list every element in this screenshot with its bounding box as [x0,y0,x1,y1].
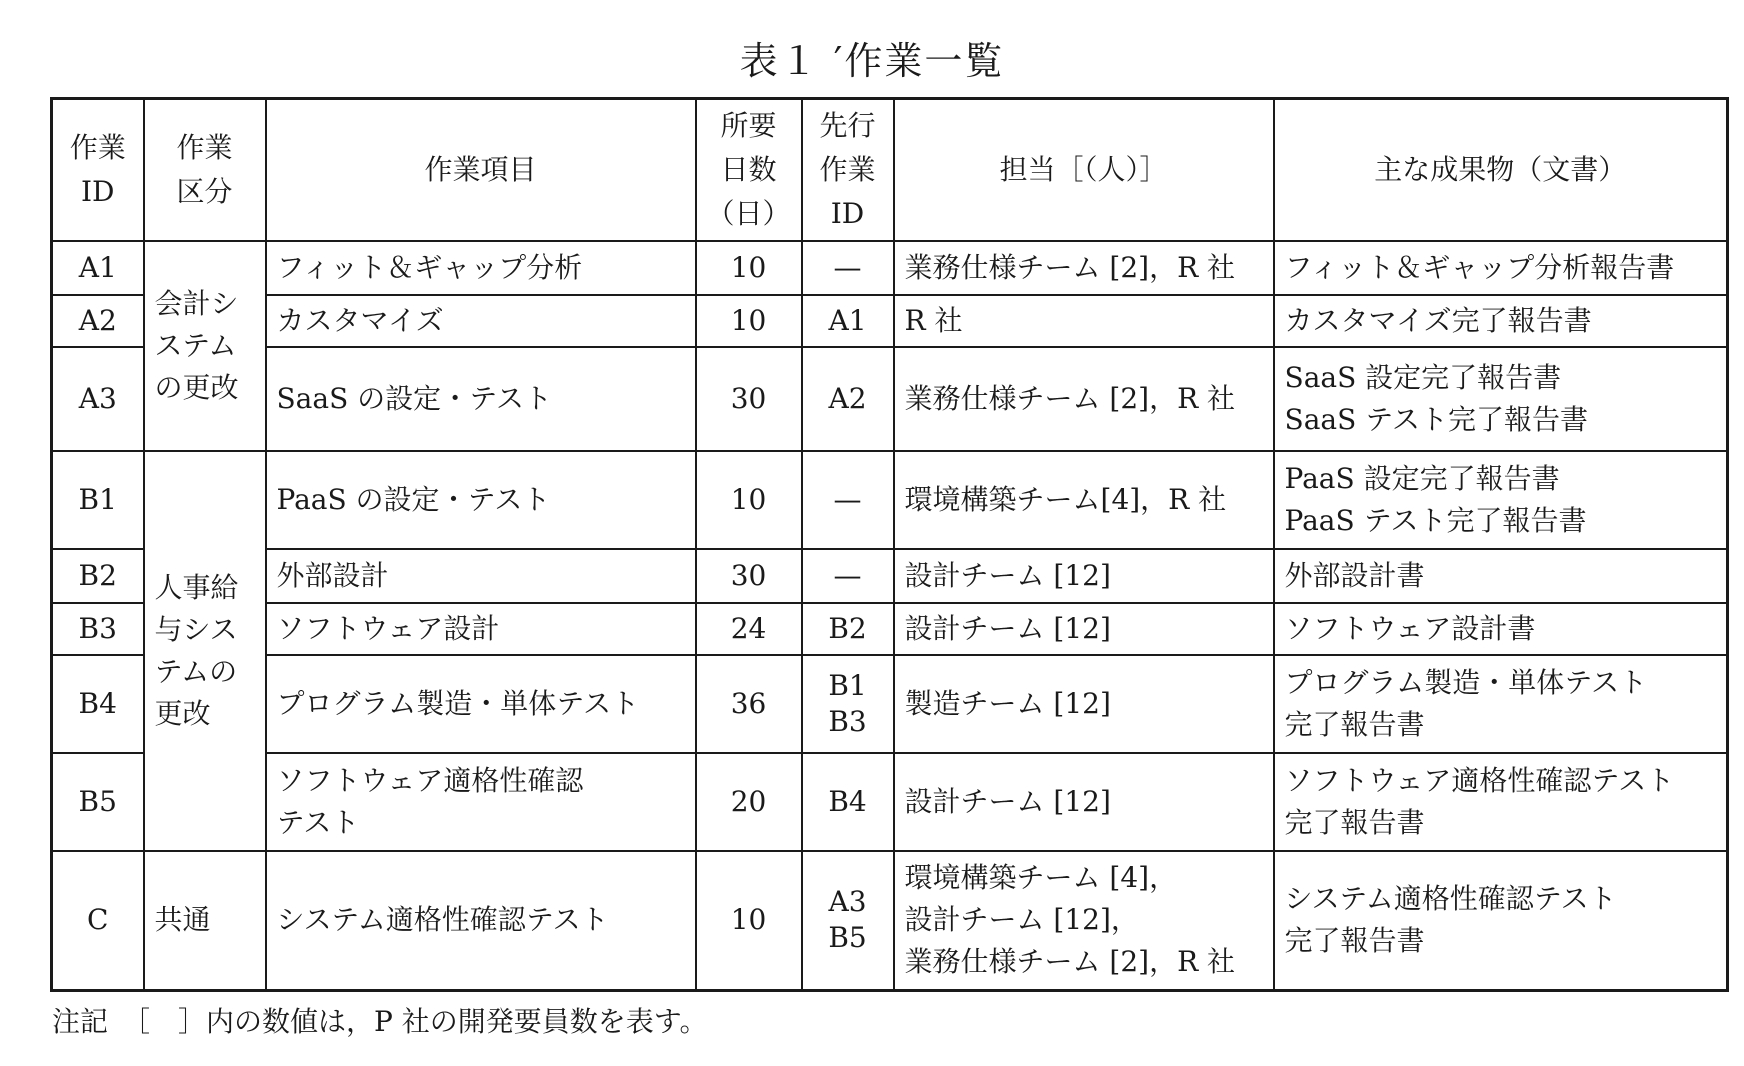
task-days: 20 [696,753,802,851]
task-owner: 業務仕様チーム [2]，R 社 [894,241,1274,295]
task-id: A2 [52,295,144,347]
task-days: 10 [696,241,802,295]
task-item: カスタマイズ [266,295,696,347]
task-days: 30 [696,549,802,603]
header-task-id-line1: 作業 [69,130,126,164]
category-cell: 共通 [144,851,266,991]
header-pred-line1: 先行 [819,108,876,142]
task-item: SaaS の設定・テスト [266,347,696,451]
task-predecessor: B2 [802,603,894,655]
header-predecessor [802,99,894,241]
task-owner: 設計チーム [12] [894,753,1274,851]
task-predecessor: A1 [802,295,894,347]
category-line: 与シス [154,612,238,646]
deliverable-line: 完了報告書 [1284,805,1425,839]
task-owner [894,851,1274,991]
task-id: B2 [52,549,144,603]
task-deliverable [1274,753,1728,851]
task-predecessor: — [802,451,894,549]
predecessor-line: B3 [828,704,867,738]
task-item-line: ソフトウェア適格性確認 [276,763,584,797]
category-line: ステム [154,328,237,362]
task-deliverable [1274,451,1728,549]
deliverable-line: プログラム製造・単体テスト [1284,665,1648,699]
table-row [52,549,1728,603]
category-line: 更改 [154,696,211,730]
work-list-table [50,97,1729,992]
task-days: 36 [696,655,802,753]
owner-line: 設計チーム [12]， [904,903,1139,937]
deliverable-line: ソフトウェア適格性確認テスト [1284,763,1675,797]
task-days: 10 [696,451,802,549]
category-cell [144,241,266,451]
task-id: B4 [52,655,144,753]
header-days-line2: 日数 [720,152,777,186]
task-deliverable: フィット＆ギャップ分析報告書 [1274,241,1728,295]
task-owner: R 社 [894,295,1274,347]
task-predecessor: B4 [802,753,894,851]
category-line: 会計シ [154,286,239,320]
task-id: C [52,851,144,991]
task-item: PaaS の設定・テスト [266,451,696,549]
task-owner: 業務仕様チーム [2]，R 社 [894,347,1274,451]
task-id: B5 [52,753,144,851]
header-pred-line2: 作業 [819,152,876,186]
header-category [144,99,266,241]
category-line: 人事給 [154,570,239,604]
task-id: A3 [52,347,144,451]
task-days: 24 [696,603,802,655]
task-deliverable [1274,347,1728,451]
task-predecessor: A2 [802,347,894,451]
deliverable-line: PaaS テスト完了報告書 [1284,503,1587,537]
table-title: 表１ ′作業一覧 [739,39,1005,83]
table-row [52,603,1728,655]
table-row [52,655,1728,753]
owner-line: 業務仕様チーム [2]，R 社 [904,945,1236,979]
task-owner: 環境構築チーム[4]，R 社 [894,451,1274,549]
category-line: テムの [154,654,238,688]
header-task-id [52,99,144,241]
header-owner: 担当［（人）］ [894,99,1274,241]
owner-line: 環境構築チーム [4]， [904,861,1178,895]
task-item: システム適格性確認テスト [266,851,696,991]
task-owner: 設計チーム [12] [894,549,1274,603]
header-deliverable: 主な成果物（文書） [1274,99,1728,241]
table-row [52,851,1728,991]
header-row [52,99,1728,241]
task-item [266,753,696,851]
task-days: 30 [696,347,802,451]
task-id: A1 [52,241,144,295]
predecessor-line: B5 [828,921,867,955]
predecessor-line: A3 [828,885,867,919]
header-days [696,99,802,241]
task-item: フィット＆ギャップ分析 [266,241,696,295]
task-item: プログラム製造・単体テスト [266,655,696,753]
task-deliverable: ソフトウェア設計書 [1274,603,1728,655]
task-owner: 設計チーム [12] [894,603,1274,655]
header-task-id-line2: ID [80,174,115,208]
table-row [52,753,1728,851]
header-pred-line3: ID [830,196,865,230]
deliverable-line: 完了報告書 [1284,707,1425,741]
header-days-line1: 所要 [720,108,777,142]
table-footnote: 注記 ［ ］内の数値は，P 社の開発要員数を表す。 [52,1005,708,1038]
task-owner: 製造チーム [12] [894,655,1274,753]
task-days: 10 [696,851,802,991]
table-row [52,347,1728,451]
predecessor-line: B1 [828,668,867,702]
header-category-line1: 作業 [176,130,233,164]
category-cell [144,451,266,851]
task-item: ソフトウェア設計 [266,603,696,655]
deliverable-line: SaaS 設定完了報告書 [1284,360,1562,394]
table-row [52,295,1728,347]
table-row [52,241,1728,295]
deliverable-line: 完了報告書 [1284,924,1425,958]
header-days-line3: （日） [706,196,791,230]
category-line: の更改 [154,370,239,404]
task-id: B1 [52,451,144,549]
deliverable-line: SaaS テスト完了報告書 [1284,402,1589,436]
task-predecessor [802,851,894,991]
task-deliverable: カスタマイズ完了報告書 [1274,295,1728,347]
task-predecessor: — [802,241,894,295]
task-item: 外部設計 [266,549,696,603]
deliverable-line: PaaS 設定完了報告書 [1284,461,1560,495]
task-deliverable [1274,655,1728,753]
task-predecessor [802,655,894,753]
table-row [52,451,1728,549]
task-deliverable: 外部設計書 [1274,549,1728,603]
task-deliverable [1274,851,1728,991]
task-id: B3 [52,603,144,655]
header-category-line2: 区分 [176,174,233,208]
task-item-line: テスト [276,805,360,839]
deliverable-line: システム適格性確認テスト [1284,882,1617,916]
task-predecessor: — [802,549,894,603]
task-days: 10 [696,295,802,347]
header-task-item: 作業項目 [266,99,696,241]
